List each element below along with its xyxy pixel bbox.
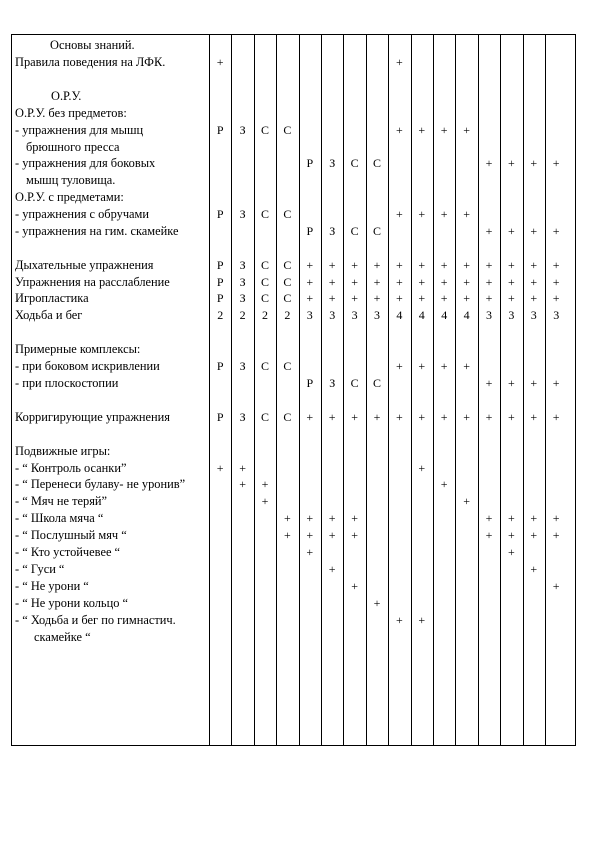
grid-cell: 2 xyxy=(261,308,268,322)
grid-cell: Р xyxy=(216,410,224,424)
grid-cell: З xyxy=(239,207,246,221)
grid-cell: С xyxy=(283,359,292,373)
row-label: - “ Школа мяча “ xyxy=(15,511,104,525)
grid-cell: С xyxy=(350,156,359,170)
grid-cell: С xyxy=(372,156,381,170)
grid-cell: + xyxy=(507,258,515,272)
grid-cell: С xyxy=(283,291,292,305)
row-label: Упражнения на расслабление xyxy=(15,275,170,289)
grid-cell: + xyxy=(395,258,403,272)
grid-cell: + xyxy=(418,123,426,137)
row-label: мышц туловища. xyxy=(26,173,116,187)
grid-cell: + xyxy=(485,258,493,272)
grid-cell: + xyxy=(395,410,403,424)
grid-cell: + xyxy=(418,461,426,475)
row-label: - “ Послушный мяч “ xyxy=(15,528,127,542)
row-label: О.Р.У. без предметов: xyxy=(15,106,127,120)
grid-cell: + xyxy=(485,275,493,289)
grid-cell: + xyxy=(351,275,358,289)
grid-cell: + xyxy=(283,528,291,542)
grid-cell: + xyxy=(530,156,538,170)
grid-cell: 3 xyxy=(306,308,313,322)
grid-cell: 3 xyxy=(553,308,560,322)
grid-cell: З xyxy=(239,123,246,137)
grid-cell: + xyxy=(418,613,426,627)
grid-cell: + xyxy=(485,224,493,238)
grid-cell: + xyxy=(373,275,381,289)
row-label: - упражнения для боковых xyxy=(15,156,156,170)
row-label: Дыхательные упражнения xyxy=(15,258,154,272)
grid-cell: + xyxy=(463,494,470,508)
grid-cell: + xyxy=(306,275,314,289)
grid-cell: + xyxy=(485,376,493,390)
row-label: Примерные комплексы: xyxy=(15,342,141,356)
grid-cell: + xyxy=(440,291,448,305)
row-label: - “ Не урони “ xyxy=(15,579,89,593)
grid-cell: + xyxy=(395,359,403,373)
grid-cell: + xyxy=(328,511,336,525)
grid-cell: С xyxy=(283,258,292,272)
grid-cell: + xyxy=(552,579,560,593)
grid-cell: + xyxy=(373,410,381,424)
grid-cell: С xyxy=(372,224,381,238)
grid-cell: З xyxy=(329,376,336,390)
grid-cell: 3 xyxy=(485,308,492,322)
grid-cell: С xyxy=(283,410,292,424)
grid-cell: + xyxy=(440,359,448,373)
row-label: Основы знаний. xyxy=(50,38,135,52)
grid-cell: + xyxy=(507,224,515,238)
column-divider xyxy=(231,35,232,745)
grid-cell: З xyxy=(329,224,336,238)
grid-cell: + xyxy=(261,477,269,491)
grid-cell: + xyxy=(395,123,403,137)
grid-cell: + xyxy=(552,275,560,289)
grid-cell: + xyxy=(328,291,336,305)
row-label: - “ Кто устойчевее “ xyxy=(15,545,121,559)
grid-cell: + xyxy=(530,562,538,576)
grid-cell: + xyxy=(306,410,314,424)
grid-cell: 3 xyxy=(508,308,515,322)
grid-cell: + xyxy=(283,511,291,525)
grid-cell: + xyxy=(418,207,426,221)
grid-cell: + xyxy=(463,410,470,424)
grid-cell: + xyxy=(552,224,560,238)
row-label: Игропластика xyxy=(15,291,89,305)
column-divider xyxy=(455,35,456,745)
grid-cell: + xyxy=(328,410,336,424)
grid-cell: + xyxy=(239,477,246,491)
grid-cell: С xyxy=(283,123,292,137)
grid-cell: З xyxy=(329,156,336,170)
row-label: О.Р.У. xyxy=(51,89,82,103)
row-label: Правила поведения на ЛФК. xyxy=(15,55,166,69)
grid-cell: + xyxy=(507,275,515,289)
row-label: Подвижные игры: xyxy=(15,444,111,458)
grid-cell: + xyxy=(306,258,314,272)
grid-cell: + xyxy=(530,291,538,305)
grid-cell: З xyxy=(239,258,246,272)
grid-cell: + xyxy=(530,528,538,542)
grid-cell: + xyxy=(440,123,448,137)
grid-cell: + xyxy=(485,410,493,424)
grid-cell: + xyxy=(552,291,560,305)
grid-cell: + xyxy=(373,596,381,610)
grid-cell: + xyxy=(485,511,493,525)
grid-cell: + xyxy=(328,562,336,576)
grid-cell: + xyxy=(351,291,358,305)
grid-cell: С xyxy=(260,359,269,373)
grid-cell: + xyxy=(216,461,224,475)
grid-cell: Р xyxy=(216,123,224,137)
grid-cell: Р xyxy=(216,275,224,289)
row-label: Ходьба и бег xyxy=(15,308,83,322)
grid-cell: С xyxy=(260,258,269,272)
grid-cell: + xyxy=(530,376,538,390)
grid-cell: + xyxy=(328,528,336,542)
grid-cell: С xyxy=(260,291,269,305)
grid-cell: 2 xyxy=(284,308,291,322)
grid-cell: Р xyxy=(216,291,224,305)
grid-cell: + xyxy=(395,55,403,69)
row-label: - упражнения для мышц xyxy=(15,123,144,137)
grid-cell: + xyxy=(351,528,358,542)
grid-cell: 4 xyxy=(463,308,470,322)
grid-cell: Р xyxy=(306,156,314,170)
grid-cell: 3 xyxy=(351,308,358,322)
grid-cell: С xyxy=(260,410,269,424)
grid-cell: + xyxy=(351,511,358,525)
row-label: брюшного пресса xyxy=(26,140,120,154)
grid-cell: + xyxy=(507,511,515,525)
grid-cell: + xyxy=(507,156,515,170)
grid-cell: + xyxy=(351,410,358,424)
column-divider xyxy=(388,35,389,745)
row-label: - упражнения на гим. скамейке xyxy=(15,224,179,238)
row-label: - при плоскостопии xyxy=(15,376,119,390)
grid-cell: + xyxy=(440,477,448,491)
grid-cell: + xyxy=(552,410,560,424)
grid-cell: С xyxy=(350,224,359,238)
grid-cell: + xyxy=(395,291,403,305)
grid-cell: + xyxy=(418,258,426,272)
grid-cell: С xyxy=(260,123,269,137)
row-label: - при боковом искривлении xyxy=(15,359,160,373)
grid-cell: + xyxy=(239,461,246,475)
grid-cell: 2 xyxy=(217,308,224,322)
grid-cell: + xyxy=(418,410,426,424)
grid-cell: + xyxy=(463,123,470,137)
grid-cell: + xyxy=(440,207,448,221)
grid-cell: З xyxy=(239,359,246,373)
grid-cell: + xyxy=(507,545,515,559)
column-divider xyxy=(209,35,210,745)
grid-cell: + xyxy=(261,494,269,508)
grid-cell: + xyxy=(216,55,224,69)
row-label: - “ Не урони кольцо “ xyxy=(15,596,128,610)
grid-cell: + xyxy=(328,258,336,272)
grid-cell: + xyxy=(418,275,426,289)
row-label: Корригирующие упражнения xyxy=(15,410,171,424)
grid-cell: + xyxy=(351,258,358,272)
program-table xyxy=(11,34,576,746)
grid-cell: С xyxy=(283,207,292,221)
grid-cell: + xyxy=(485,528,493,542)
grid-cell: 4 xyxy=(396,308,403,322)
grid-cell: + xyxy=(395,275,403,289)
grid-cell: Р xyxy=(216,258,224,272)
grid-cell: З xyxy=(239,291,246,305)
grid-cell: + xyxy=(530,410,538,424)
grid-cell: + xyxy=(507,291,515,305)
grid-cell: + xyxy=(485,156,493,170)
grid-cell: + xyxy=(306,528,314,542)
row-label: - “ Ходьба и бег по гимнастич. xyxy=(15,613,176,627)
grid-cell: + xyxy=(328,275,336,289)
grid-cell: + xyxy=(463,258,470,272)
grid-cell: + xyxy=(552,528,560,542)
row-label: - “ Контроль осанки” xyxy=(15,461,127,475)
grid-cell: + xyxy=(463,207,470,221)
grid-cell: + xyxy=(351,579,358,593)
grid-cell: 4 xyxy=(418,308,425,322)
grid-cell: + xyxy=(306,511,314,525)
grid-cell: + xyxy=(463,275,470,289)
grid-cell: 3 xyxy=(329,308,336,322)
grid-cell: + xyxy=(530,224,538,238)
grid-cell: + xyxy=(463,359,470,373)
grid-cell: С xyxy=(283,275,292,289)
grid-cell: + xyxy=(552,258,560,272)
row-label: - “ Гуси “ xyxy=(15,562,65,576)
grid-cell: + xyxy=(395,613,403,627)
grid-cell: + xyxy=(306,291,314,305)
grid-cell: С xyxy=(350,376,359,390)
row-label: скамейке “ xyxy=(34,630,91,644)
row-label: - упражнения с обручами xyxy=(15,207,150,221)
row-label: - “ Мяч не теряй” xyxy=(15,494,108,508)
column-divider xyxy=(411,35,412,745)
grid-cell: + xyxy=(440,410,448,424)
grid-cell: + xyxy=(418,359,426,373)
grid-cell: 2 xyxy=(239,308,246,322)
grid-cell: + xyxy=(507,410,515,424)
row-label: О.Р.У. с предметами: xyxy=(15,190,124,204)
grid-cell: + xyxy=(507,528,515,542)
grid-cell: Р xyxy=(306,376,314,390)
grid-cell: 4 xyxy=(441,308,448,322)
grid-cell: + xyxy=(395,207,403,221)
grid-cell: З xyxy=(239,275,246,289)
grid-cell: Р xyxy=(306,224,314,238)
grid-cell: + xyxy=(552,376,560,390)
grid-cell: + xyxy=(530,275,538,289)
grid-cell: + xyxy=(485,291,493,305)
grid-cell: + xyxy=(373,258,381,272)
grid-cell: 3 xyxy=(373,308,380,322)
column-divider xyxy=(254,35,255,745)
grid-cell: + xyxy=(463,291,470,305)
column-divider xyxy=(433,35,434,745)
grid-cell: + xyxy=(440,258,448,272)
grid-cell: + xyxy=(418,291,426,305)
grid-cell: 3 xyxy=(530,308,537,322)
grid-cell: + xyxy=(552,511,560,525)
grid-cell: Р xyxy=(216,359,224,373)
grid-cell: + xyxy=(507,376,515,390)
grid-cell: + xyxy=(440,275,448,289)
grid-cell: С xyxy=(372,376,381,390)
grid-cell: + xyxy=(552,156,560,170)
grid-cell: С xyxy=(260,275,269,289)
grid-cell: С xyxy=(260,207,269,221)
grid-cell: Р xyxy=(216,207,224,221)
grid-cell: З xyxy=(239,410,246,424)
grid-cell: + xyxy=(530,258,538,272)
grid-cell: + xyxy=(373,291,381,305)
grid-cell: + xyxy=(306,545,314,559)
grid-cell: + xyxy=(530,511,538,525)
column-divider xyxy=(276,35,277,745)
row-label: - “ Перенеси булаву- не уронив” xyxy=(15,477,186,491)
